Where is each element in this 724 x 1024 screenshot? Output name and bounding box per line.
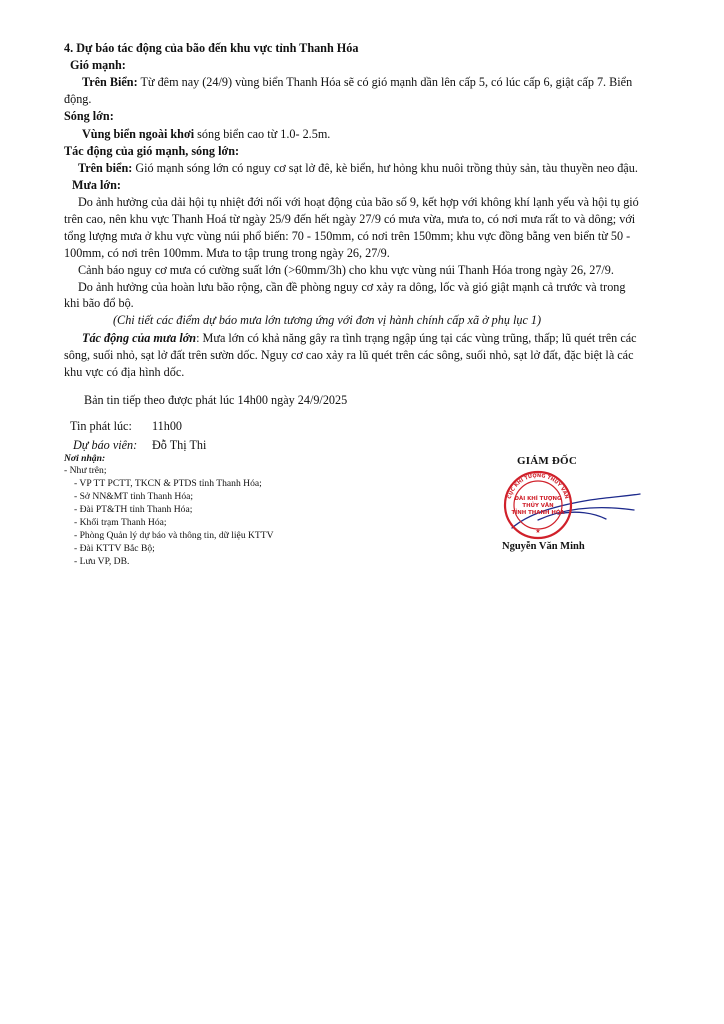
wind-sea-text: Từ đêm nay (24/9) vùng biển Thanh Hóa sẽ có gió mạnh dần lên cấp 5, có lúc cấp 6, giật cấp 7. Biển xyxy=(137,75,633,89)
wind-sea-text-cont: động. xyxy=(64,92,92,106)
stamp-inner-text-2: THỦY VĂN xyxy=(522,503,554,509)
impact-rain-line1 xyxy=(82,330,637,347)
rain-para1-line4: 100mm, có nơi trên 100mm. Mưa to tập trung trong ngày 26, 27/9. xyxy=(64,246,390,260)
recipient-item: - VP TT PCTT, TKCN & PTDS tỉnh Thanh Hóa; xyxy=(74,478,262,489)
impact-rain-line2: sông, suối nhỏ, sạt lở đất trên sườn dốc. Nguy cơ cao xảy ra lũ quét trên các sông, suối nhỏ, sạt lở đất, đặc biệt là các xyxy=(64,348,634,362)
recipient-item: - Phòng Quản lý dự báo và thông tin, dữ liệu KTTV xyxy=(74,530,274,541)
wind-label: Gió mạnh: xyxy=(70,58,126,72)
rain-para1-line3: tổng lượng mưa ở khu vực vùng núi phổ biến: 70 - 150mm, có nơi trên 150mm; khu vực đồng bằng ven biển từ 50 - xyxy=(64,229,631,243)
rain-para3-line1: Do ảnh hưởng của hoàn lưu bão rộng, cần đề phòng nguy cơ xảy ra dông, lốc và gió giật mạnh cả trước và trong xyxy=(78,280,626,294)
issued-value: 11h00 xyxy=(152,419,183,433)
rain-para1-line1: Do ảnh hưởng của dải hội tụ nhiệt đới nối với hoạt động của bão số 9, kết hợp với không khí lạnh yếu và hội tụ gió xyxy=(78,195,639,209)
forecaster-value: Đỗ Thị Thi xyxy=(152,438,207,452)
stamp-inner-text-1: ĐÀI KHÍ TƯỢNG xyxy=(514,496,562,502)
official-stamp-image xyxy=(498,470,648,540)
recipients-title: Nơi nhận: xyxy=(64,453,106,464)
recipient-item: - Như trên; xyxy=(64,465,107,476)
wind-sea-label: Trên Biển: xyxy=(82,75,138,89)
recipient-item: - Sở NN&MT tỉnh Thanh Hóa; xyxy=(74,491,194,502)
impact-wind-label: Tác động của gió mạnh, sóng lớn: xyxy=(64,144,240,158)
impact-wind-line xyxy=(78,160,638,177)
stamp-star-icon: ★ xyxy=(535,528,541,535)
rain-para1-line2: trên cao, nên khu vực Thanh Hoá từ ngày 25/9 đến hết ngày 27/9 có mưa vừa, mưa to, có nơi mưa rất to và dông; với xyxy=(64,212,636,226)
forecaster-label: Dự báo viên: xyxy=(73,438,138,452)
waves-offshore-line xyxy=(82,126,330,143)
rain-para2: Cảnh báo nguy cơ mưa có cường suất lớn (>60mm/3h) cho khu vực vùng núi Thanh Hóa trong ngày 26, 27/9. xyxy=(78,263,614,277)
recipient-item: - Đài PT&TH tỉnh Thanh Hóa; xyxy=(74,504,193,515)
section-heading: 4. Dự báo tác động của bão đến khu vực tỉnh Thanh Hóa xyxy=(64,41,359,55)
rain-para3-line2: khi bão đổ bộ. xyxy=(64,296,134,310)
appendix-note: (Chi tiết các điểm dự báo mưa lớn tương ứng với đơn vị hành chính cấp xã ở phụ lục 1) xyxy=(113,313,542,327)
recipient-item: - Khối trạm Thanh Hóa; xyxy=(74,517,167,528)
recipient-item: - Lưu VP, DB. xyxy=(74,556,130,567)
stamp-inner-text-3: TỈNH THANH HÓA xyxy=(511,510,565,516)
impact-wind-sea-label: Trên biển: xyxy=(78,161,133,175)
next-bulletin: Bản tin tiếp theo được phát lúc 14h00 ngày 24/9/2025 xyxy=(84,393,348,407)
stamp-outer-text: CỤC KHÍ TƯỢNG THỦY VĂN xyxy=(506,472,570,500)
recipient-item: - Đài KTTV Bắc Bộ; xyxy=(74,543,155,554)
impact-rain-line3: khu vực có địa hình dốc. xyxy=(64,365,185,379)
waves-offshore-text: sóng biển cao từ 1.0- 2.5m. xyxy=(194,127,331,141)
impact-wind-sea-text: Gió mạnh sóng lớn có nguy cơ sạt lở đê, kè biển, hư hỏng khu nuôi trồng thủy sản, tàu thuyền neo đậu. xyxy=(132,161,638,175)
rain-label: Mưa lớn: xyxy=(72,178,121,192)
signature-title: GIÁM ĐỐC xyxy=(517,455,577,467)
waves-label: Sóng lớn: xyxy=(64,109,114,123)
wind-sea-line xyxy=(82,74,632,91)
impact-rain-label: Tác động của mưa lớn xyxy=(82,331,197,345)
impact-rain-text: : Mưa lớn có khả năng gây ra tình trạng ngập úng tại các vùng trũng, thấp; lũ quét trên các xyxy=(196,331,637,345)
waves-offshore-label: Vùng biển ngoài khơi xyxy=(82,127,195,141)
signer-name: Nguyễn Văn Minh xyxy=(502,541,585,552)
issued-label: Tin phát lúc: xyxy=(70,419,132,433)
